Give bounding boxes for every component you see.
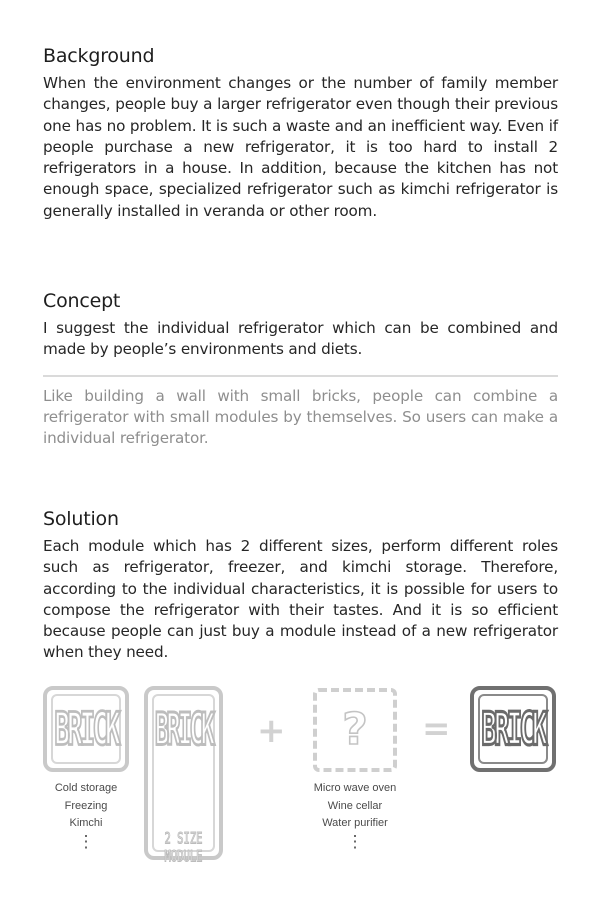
concept-section	[43, 290, 558, 449]
concept-divider	[43, 375, 558, 377]
extra-functions-list	[295, 780, 415, 851]
module-diagram	[0, 680, 600, 915]
small-brick-label: BRICK	[54, 704, 118, 757]
concept-body: I suggest the individual refrigerator which can be combined and made by people’s environments and diets.	[43, 319, 558, 359]
list-item: Water purifier	[322, 817, 388, 829]
concept-note: Like building a wall with small bricks, people can combine a refrigerator with small modules by themselves. So users can make a individual refrigerator.	[43, 386, 558, 448]
equals-sign: =	[422, 709, 451, 749]
background-body: When the environment changes or the number of family member changes, people buy a larger refrigerator even though their previous one has no problem. It is such a waste and an inefficient way. Even if people purchase a new refrigerator, it is too hard to install 2 refrigerators in a house. In addition, because the kitchen has not enough space, specialized refrigerator such as kimchi refrigerator is generally installed in veranda or other room.	[43, 74, 558, 220]
tall-brick-label: BRICK	[154, 704, 213, 756]
list-item: Micro wave oven	[313, 782, 397, 794]
tall-brick-module	[144, 686, 223, 866]
background-heading: Background	[43, 45, 155, 67]
list-item: Freezing	[64, 799, 108, 812]
unknown-module	[313, 688, 397, 772]
solution-body: Each module which has 2 different sizes, perform different roles such as refrigerator, freezer, and kimchi storage. Therefore, according to the individual characteristics, it is possible for users to compose the refrigerator with their tastes. And it is so efficient because people can just buy a module instead of a new refrigerator when they need.	[43, 537, 558, 662]
list-item: Kimchi	[69, 817, 103, 829]
small-brick-module	[43, 686, 129, 772]
size-module-label: 2 SIZE MODULE	[164, 830, 203, 866]
combined-brick-label: BRICK	[481, 704, 545, 757]
list-item: Cold storage	[54, 782, 118, 794]
ellipsis-icon: ⋮	[346, 831, 364, 851]
ellipsis-icon: ⋮	[77, 831, 95, 851]
solution-heading: Solution	[43, 508, 119, 530]
plus-sign: +	[257, 711, 286, 751]
list-item: Wine cellar	[327, 799, 383, 812]
background-section	[43, 45, 558, 222]
module-functions-list	[36, 780, 136, 851]
solution-section	[43, 508, 558, 664]
concept-heading: Concept	[43, 290, 121, 312]
combined-brick-module	[470, 686, 556, 772]
question-mark: ?	[342, 704, 368, 755]
